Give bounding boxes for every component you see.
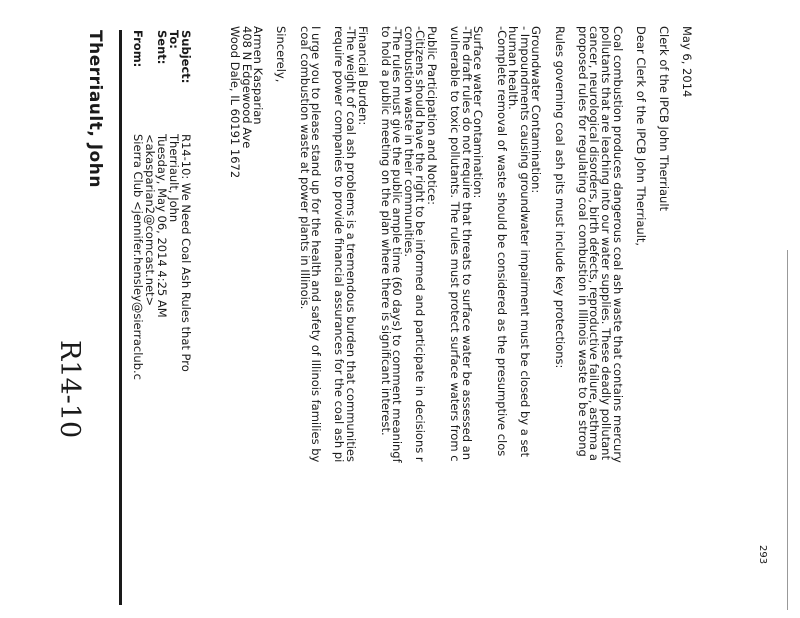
public-line: Public Participation and Notice: [425,26,440,206]
signature-line: Armen Kasparian [251,26,266,125]
public-line: combustion waste in their communities. [401,26,416,258]
header-rule [119,30,122,605]
public-line: to hold a public meeting on the plan where there is significant interest. [378,26,393,436]
groundwater-line: -Complete removal of waste should be considered as the presumptive clos [494,26,509,457]
sent-value: Tuesday, May 06, 2014 4:25 AM [155,134,169,318]
salutation: Dear Clerk of the IPCB John Therriault, [633,26,648,247]
intro-line: pollutants that are leaching into our water supplies. These deadly pollutant [598,26,613,460]
letter-date: May 6, 2014 [680,26,695,98]
groundwater-line: Groundwater Contamination: [529,26,544,194]
financial-line: -The weight of coal ash problems is a tremendous burden that communities [343,26,358,462]
sent-label: Sent: [155,30,169,65]
rules-line: Rules governing coal ash pits must include key protections: [552,26,567,369]
intro-line: Coal combustion produces dangerous coal ash waste that contains mercury [610,26,625,463]
from-value: Sierra Club <jennifer.hensley@sierraclub.c [131,134,145,380]
financial-line: Financial Burden: [355,26,370,126]
closing: Sincerely, [274,26,289,83]
surface-line: -The draft rules do not require that threats to surface water be assessed an [459,26,474,461]
from-label: From: [131,30,145,68]
addressee: Clerk of the IPCB John Therriault [656,26,671,212]
urge-line: coal combustion waste at power plants in Illinois. [297,26,312,310]
subject-value: R14-10: We Need Coal Ash Rules that Pro [179,134,193,372]
financial-line: require power companies to provide financial assurances for the coal ash pi [332,26,347,463]
public-line: -Citizens should have the right to be informed and participate in decisions r [413,26,428,462]
surface-line: Surface water Contamination: [471,26,486,199]
from-email-value: <akasparian2@comcast.net> [143,134,157,307]
to-value: Therriault, John [167,134,181,223]
groundwater-line: - Impoundments causing groundwater impairment must be closed by a set [517,26,532,458]
to-label: To: [167,30,181,49]
sender-name: Therriault, John [85,30,105,188]
letter-body [227,26,695,616]
page-number: 293 [757,545,768,565]
groundwater-line: human health. [506,26,521,110]
subject-label: Subject: [179,30,193,84]
urge-line: I urge you to please stand up for the health and safety of Illinois families by [309,26,324,463]
scan-edge-line [787,250,788,610]
signature-line: Wood Dale, IL 60191 1672 [227,26,242,179]
signature-line: 408 N Edgewood Ave [239,26,254,149]
intro-line: proposed rules for regulating coal combustion in Illinois waste to be strong [575,26,590,457]
public-line: -The rules must give the public ample time (60 days) to comment meaningf [390,26,405,463]
surface-line: vulnerable to toxic pollutants. The rules must protect surface waters from c [448,26,463,462]
docket-code: R14-10 [54,340,85,439]
intro-line: cancer, neurological disorders, birth defects, reproductive failure, asthma a [587,26,602,461]
